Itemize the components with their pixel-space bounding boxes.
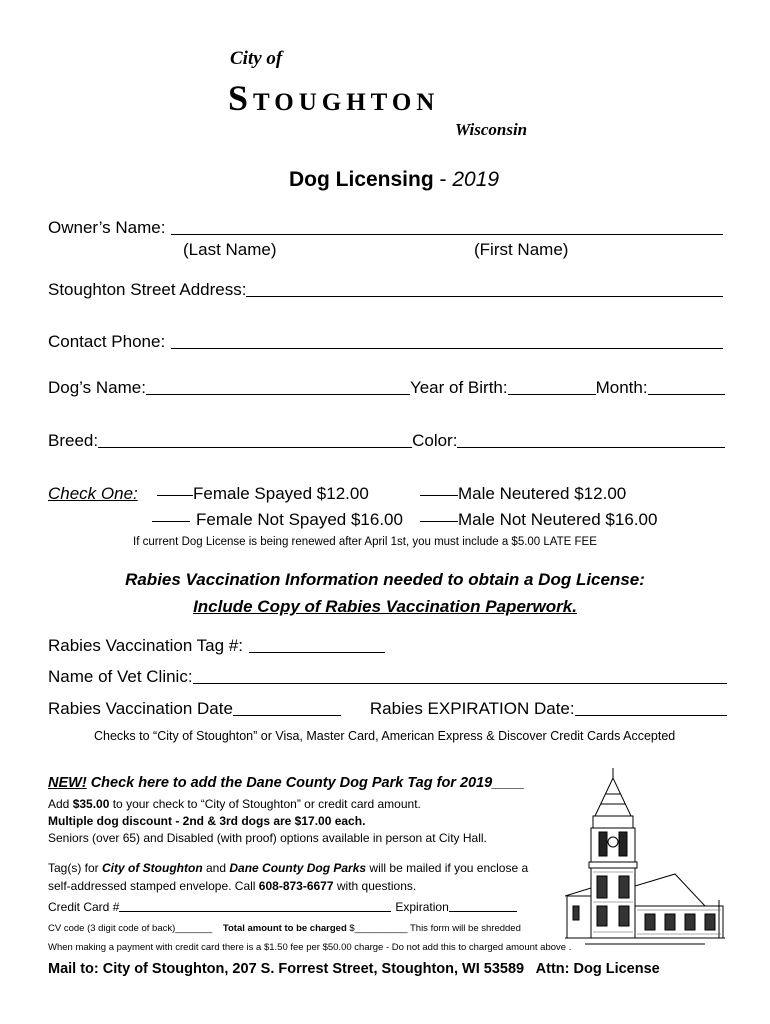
vet-row <box>48 667 727 687</box>
park-line4-d: Dane County Dog Parks <box>229 861 367 875</box>
late-fee-note: If current Dog License is being renewed after April 1st, you must include a $5.00 LATE FEE <box>133 536 597 548</box>
owner-last-hint: (Last Name) <box>183 240 277 259</box>
address-row <box>48 280 723 300</box>
credit-card-row <box>48 900 517 914</box>
address-label: Stoughton Street Address: <box>48 280 247 299</box>
title-main: Dog Licensing <box>289 168 434 191</box>
address-field[interactable] <box>246 296 723 297</box>
park-line4 <box>48 861 528 875</box>
fee-note: When making a payment with credit card there is a $1.50 fee per $50.00 charge - Do not add this to charged amount above . <box>48 942 572 953</box>
mail-to: Mail to: City of Stoughton, 207 S. Forrest Street, Stoughton, WI 53589 Attn: Dog License <box>48 961 660 977</box>
park-line5-b: 608-873-6677 <box>258 879 334 893</box>
park-line3: Seniors (over 65) and Disabled (with proof) options available in person at City Hall. <box>48 831 487 845</box>
phone-row <box>48 332 723 352</box>
color-label: Color: <box>412 431 458 450</box>
shred-note: This form will be shredded <box>407 923 521 934</box>
park-line1-a: Add <box>48 797 73 811</box>
owner-first-hint: (First Name) <box>474 240 569 259</box>
title-sep: - <box>433 168 453 191</box>
logo-wisconsin: Wisconsin <box>455 120 528 139</box>
vet-label: Name of Vet Clinic: <box>48 667 193 686</box>
option-checkbox[interactable] <box>157 495 193 496</box>
park-line1-b: $35.00 <box>72 797 110 811</box>
dog-name-label: Dog’s Name: <box>48 378 146 397</box>
owner-name-field[interactable] <box>171 234 723 235</box>
rabies-tag-field[interactable] <box>249 652 385 653</box>
option-label: Male Not Neutered $16.00 <box>458 510 658 529</box>
title-year: 2019 <box>452 168 500 191</box>
park-new: NEW! <box>48 775 87 791</box>
park-line2: Multiple dog discount - 2nd & 3rd dogs are $17.00 each. <box>48 814 366 828</box>
birth-year-label: Year of Birth: <box>409 378 508 397</box>
cc-exp-field[interactable] <box>449 911 517 912</box>
option-male-neutered[interactable] <box>420 484 626 504</box>
option-female-spayed[interactable] <box>157 484 369 504</box>
rabies-date-field[interactable] <box>233 715 341 716</box>
rabies-exp-label: Rabies EXPIRATION Date: <box>369 699 575 718</box>
logo-city-of: City of <box>230 48 283 69</box>
park-line4-e: will be mailed if you enclose a <box>366 861 529 875</box>
total-blank[interactable]: $__________ <box>346 923 408 934</box>
dog-row <box>48 378 725 398</box>
city-hall-illustration <box>565 766 727 948</box>
rabies-date-row <box>48 699 727 719</box>
phone-field[interactable] <box>171 348 723 349</box>
option-female-not-spayed[interactable] <box>152 510 403 530</box>
park-heading[interactable] <box>48 775 524 791</box>
rabies-tag-row <box>48 636 385 656</box>
total-label: Total amount to be charged <box>222 923 347 934</box>
logo-stoughton: Stoughton <box>228 78 440 118</box>
breed-row <box>48 431 725 451</box>
park-heading-text: Check here to add the Dane County Dog Park Tag for 2019____ <box>86 775 525 791</box>
color-field[interactable] <box>457 447 725 448</box>
park-line4-a: Tag(s) for <box>48 861 103 875</box>
rabies-date-label: Rabies Vaccination Date <box>48 699 233 718</box>
breed-label: Breed: <box>48 431 99 450</box>
breed-field[interactable] <box>98 447 412 448</box>
rabies-heading: Rabies Vaccination Information needed to obtain a Dog License: <box>125 570 645 589</box>
option-label: Female Spayed $12.00 <box>193 484 369 503</box>
park-line1 <box>48 797 421 811</box>
park-line5 <box>48 879 416 893</box>
dog-name-field[interactable] <box>146 394 410 395</box>
month-label: Month: <box>595 378 648 397</box>
option-label: Male Neutered $12.00 <box>458 484 627 503</box>
rabies-tag-label: Rabies Vaccination Tag #: <box>48 636 243 655</box>
page-title <box>289 168 499 192</box>
credit-card-field[interactable] <box>119 911 391 912</box>
option-male-not-neutered[interactable] <box>420 510 657 530</box>
rabies-subheading: Include Copy of Rabies Vaccination Paperwork. <box>193 597 577 616</box>
phone-label: Contact Phone: <box>48 332 166 351</box>
option-label: Female Not Spayed $16.00 <box>196 510 403 529</box>
cv-row <box>48 923 521 934</box>
owner-row <box>48 218 723 238</box>
park-line4-b: City of Stoughton <box>102 861 203 875</box>
rabies-exp-field[interactable] <box>575 715 727 716</box>
birth-year-field[interactable] <box>508 394 596 395</box>
park-line4-c: and <box>202 861 230 875</box>
cv-label: CV code (3 digit code of back)_______ <box>48 923 213 934</box>
check-one-label: Check One: <box>48 484 138 503</box>
option-checkbox[interactable] <box>420 495 458 496</box>
option-checkbox[interactable] <box>420 521 458 522</box>
payment-note: Checks to “City of Stoughton” or Visa, Master Card, American Express & Discover Credit Cards Accepted <box>94 729 676 743</box>
month-field[interactable] <box>648 394 725 395</box>
park-line1-c: to your check to “City of Stoughton” or credit card amount. <box>109 797 421 811</box>
option-checkbox[interactable] <box>152 521 190 522</box>
vet-field[interactable] <box>193 683 727 684</box>
park-line5-c: with questions. <box>333 879 417 893</box>
cc-exp-label: Expiration <box>395 900 449 914</box>
credit-card-label: Credit Card # <box>48 900 120 914</box>
park-line5-a: self-addressed stamped envelope. Call <box>48 879 259 893</box>
owner-label: Owner’s Name: <box>48 218 166 237</box>
